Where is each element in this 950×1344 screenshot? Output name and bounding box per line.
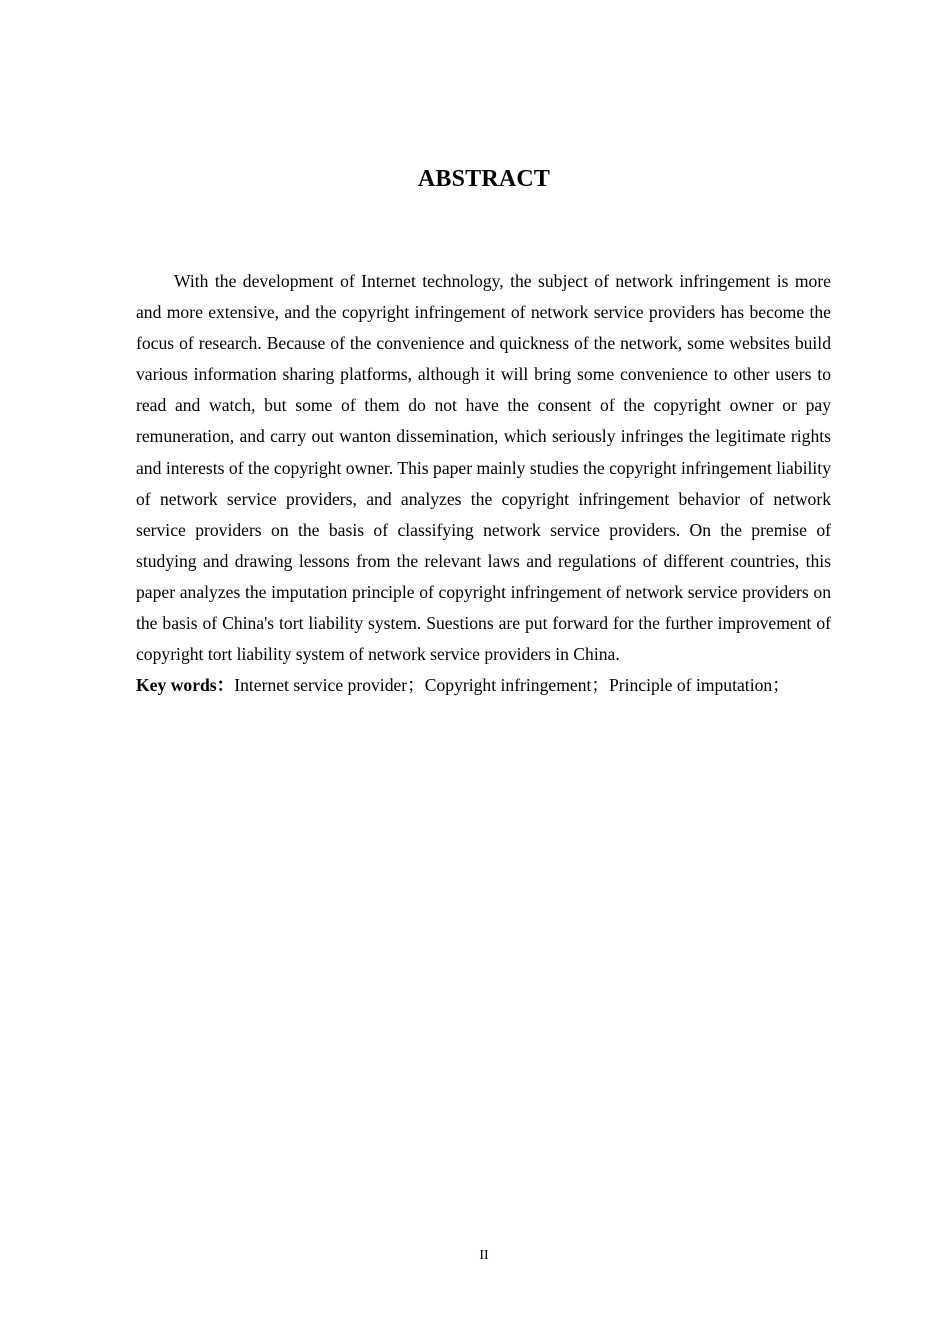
page-title: ABSTRACT xyxy=(417,166,551,192)
page-number: II xyxy=(479,1248,489,1263)
abstract-paragraph: With the development of Internet technology, the subject of network infringement is more and more extensive, and the copyright infringement of network service providers has become the focus of research. Because of the convenience and quickness of the network, some websites build various information sharing platforms, although it will bring some convenience to other users to read and watch, but some of them do not have the consent of the copyright owner or pay remuneration, and carry out wanton dissemination, which seriously infringes the legitimate rights and interests of the copyright owner. This paper mainly studies the copyright infringement liability of network service providers, and analyzes the copyright infringement behavior of network service providers on the basis of classifying network service providers. On the premise of studying and drawing lessons from the relevant laws and regulations of different countries, this paper analyzes the imputation principle of copyright infringement of network service providers on the basis of China's tort liability system. Suestions are put forward for the further improvement of copyright tort liability system of network service providers in China. xyxy=(136,271,831,665)
abstract-body xyxy=(136,266,831,701)
keywords-line xyxy=(136,670,831,701)
keywords-list: Internet service provider；Copyright infringement；Principle of imputation； xyxy=(234,675,790,696)
keywords-label: Key words： xyxy=(136,675,235,696)
